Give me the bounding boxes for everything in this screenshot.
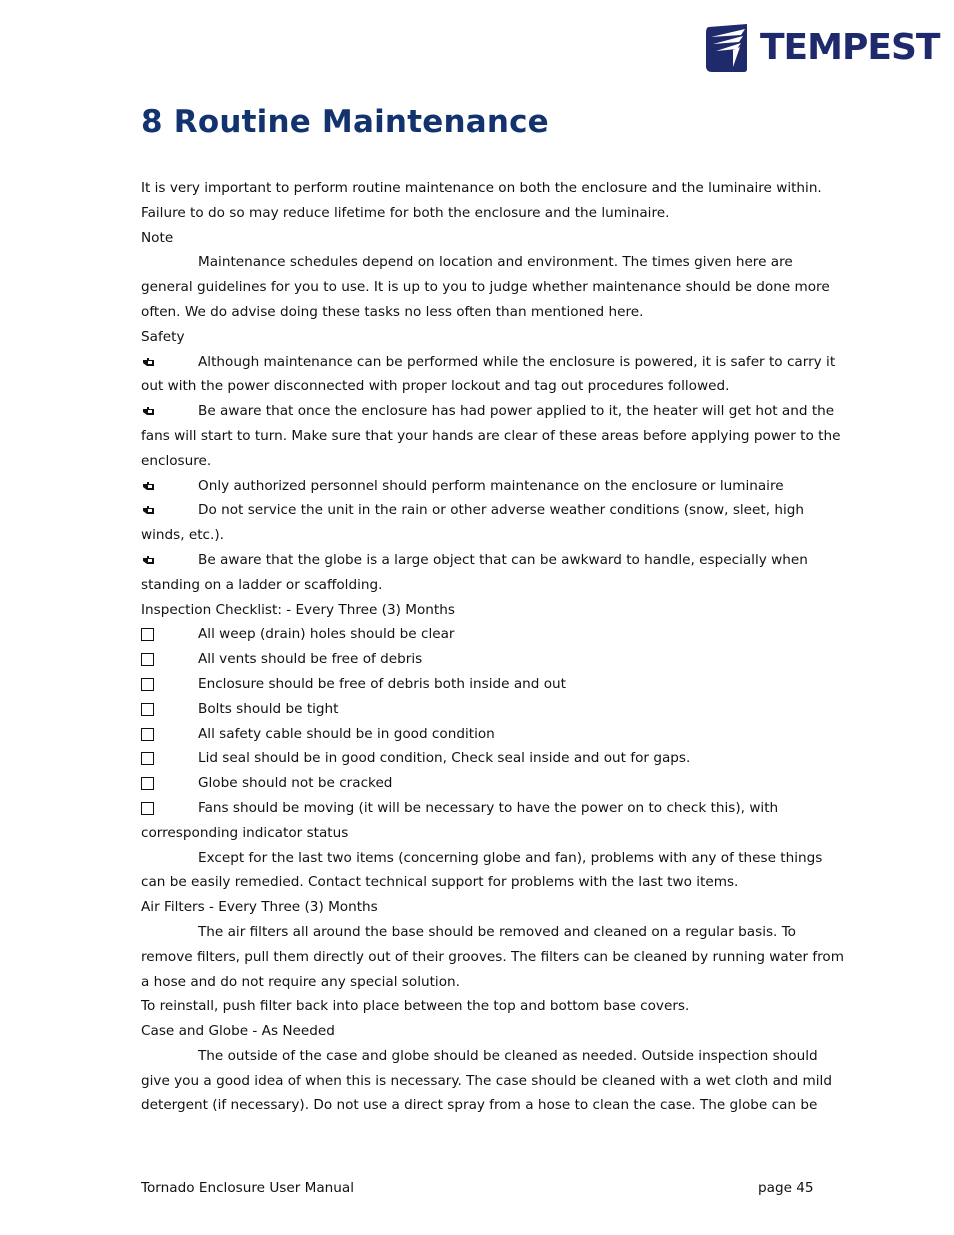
checklist-item: [141, 672, 847, 697]
checkbox-icon: [141, 752, 154, 765]
checklist-item-text: Lid seal should be in good condition, Check seal inside and out for gaps.: [198, 750, 691, 767]
safety-item-text: Be aware that once the enclosure has had power applied to it, the heater will get hot and the fans will start to turn. Make sure that your hands are clear of these areas before applying power to the enclosure.: [141, 403, 841, 469]
brand-name: TEMPEST: [760, 27, 940, 68]
checklist-item-text: All vents should be free of debris: [198, 651, 423, 668]
case-globe-heading: Case and Globe - As Needed: [141, 1023, 335, 1040]
air-filters-heading: Air Filters - Every Three (3) Months: [141, 899, 378, 916]
safety-item: [141, 399, 847, 473]
checkbox-icon: [141, 703, 154, 716]
document-body: [141, 176, 847, 1118]
checklist-item: [141, 771, 847, 796]
tempest-logo-icon: [703, 23, 751, 73]
safety-heading: Safety: [141, 328, 185, 345]
safety-item: [141, 350, 847, 400]
checklist-note: Except for the last two items (concerning globe and fan), problems with any of these things can be easily remedied. Contact technical support for problems with the last two items.: [141, 849, 823, 891]
checkbox-icon: [141, 777, 154, 790]
safety-item-text: Only authorized personnel should perform maintenance on the enclosure or luminaire: [198, 477, 784, 494]
safety-item: [141, 498, 847, 548]
page-number: 45: [796, 1180, 814, 1196]
checklist-heading: Inspection Checklist: - Every Three (3) Months: [141, 601, 455, 618]
page-label: page: [758, 1180, 792, 1196]
hand-pointer-icon: [142, 554, 155, 566]
checklist-item-text: All weep (drain) holes should be clear: [198, 626, 455, 643]
hand-pointer-icon: [142, 480, 155, 492]
safety-item-text: Be aware that the globe is a large object that can be awkward to handle, especially when standing on a ladder or scaffolding.: [141, 551, 808, 593]
checklist-item: [141, 746, 847, 771]
safety-item-text: Although maintenance can be performed while the enclosure is powered, it is safer to carry it out with the power disconnected with proper lockout and tag out procedures followed.: [141, 353, 836, 395]
checkbox-icon: [141, 678, 154, 691]
checklist-item: [141, 647, 847, 672]
footer-page: [758, 1180, 814, 1196]
checklist-item: [141, 722, 847, 747]
note-heading: Note: [141, 229, 174, 246]
checkbox-icon: [141, 653, 154, 666]
checklist-item-text: Globe should not be cracked: [198, 775, 393, 792]
air-filters-text: The air filters all around the base should be removed and cleaned on a regular basis. To remove filters, pull them directly out of their grooves. The filters can be cleaned by running water from a hose and do not require any special solution.: [141, 923, 844, 990]
checklist-item-text: Bolts should be tight: [198, 700, 339, 717]
checklist-item: [141, 697, 847, 722]
air-filters-reinstall: To reinstall, push filter back into place between the top and bottom base covers.: [141, 998, 690, 1015]
intro-line: It is very important to perform routine maintenance on both the enclosure and the luminaire within.: [141, 180, 822, 196]
checklist-item-text: Fans should be moving (it will be necessary to have the power on to check this), with corresponding indicator status: [141, 799, 779, 841]
hand-pointer-icon: [142, 356, 155, 368]
intro-line: Failure to do so may reduce lifetime for both the enclosure and the luminaire.: [141, 204, 670, 221]
checkbox-icon: [141, 728, 154, 741]
hand-pointer-icon: [142, 405, 155, 417]
safety-item: [141, 474, 847, 499]
checklist-item: [141, 622, 847, 647]
checklist-item-text: Enclosure should be free of debris both inside and out: [198, 675, 566, 692]
safety-item-text: Do not service the unit in the rain or other adverse weather conditions (snow, sleet, high winds, etc.).: [141, 502, 805, 544]
checklist-item: [141, 796, 847, 846]
footer-manual-title: Tornado Enclosure User Manual: [141, 1180, 355, 1196]
checkbox-icon: [141, 802, 154, 815]
hand-pointer-icon: [142, 504, 155, 516]
case-globe-text: The outside of the case and globe should be cleaned as needed. Outside inspection should give you a good idea of when this is necessary. The case should be cleaned with a wet cloth and mild detergent (if necessary). Do not use a direct spray from a hose to clean the case. The globe can be: [141, 1047, 832, 1114]
note-text: Maintenance schedules depend on location and environment. The times given here are general guidelines for you to use. It is up to you to judge whether maintenance should be done more often. We do advise doing these tasks no less often than mentioned here.: [141, 254, 830, 320]
safety-item: [141, 548, 847, 598]
checkbox-icon: [141, 628, 154, 641]
tempest-logo: [703, 23, 939, 73]
checklist-item-text: All safety cable should be in good condition: [198, 725, 495, 742]
page-title: 8 Routine Maintenance: [141, 104, 549, 140]
